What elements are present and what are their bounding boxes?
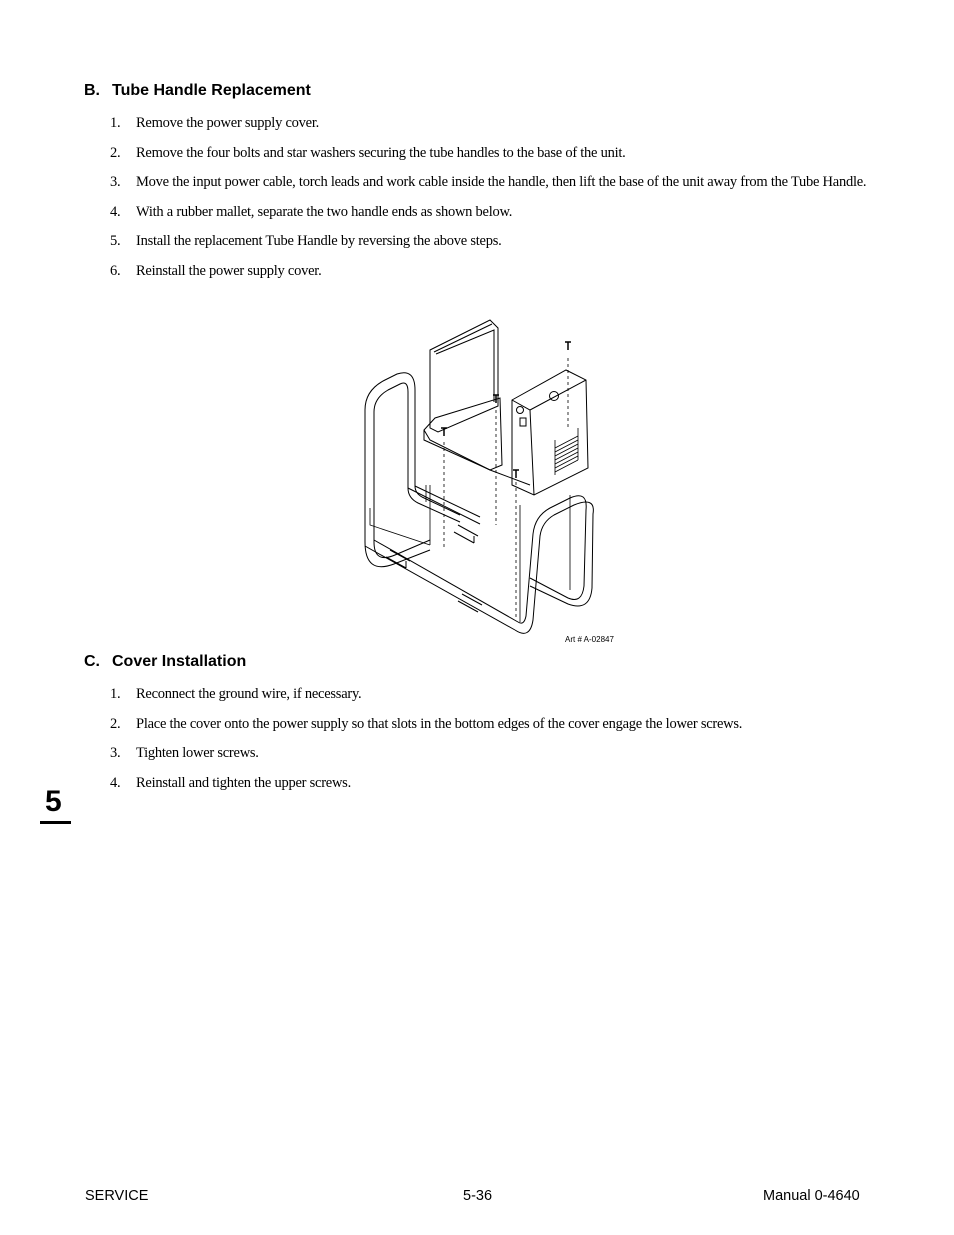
step-text: Reinstall and tighten the upper screws.: [136, 774, 351, 791]
step-text: Reconnect the ground wire, if necessary.: [136, 686, 362, 702]
back-panel: [430, 320, 498, 432]
step-text: With a rubber mallet, separate the two handle ends as shown below.: [136, 203, 513, 220]
chapter-tab-number: 5: [45, 785, 62, 818]
step-text: Tighten lower screws.: [136, 745, 259, 761]
section-c-steps: [110, 685, 880, 803]
step-number: 6.: [110, 262, 121, 279]
step-text: Install the replacement Tube Handle by reversing the above steps.: [136, 233, 502, 249]
step-text: Place the cover onto the power supply so that slots in the bottom edges of the cover engage the lower screws.: [136, 715, 743, 732]
vent-grille: [555, 428, 578, 475]
handle-sleeve: [454, 525, 478, 543]
list-item: [110, 744, 880, 763]
tube-handle-exploded-diagram: [330, 310, 630, 650]
list-item: [110, 144, 880, 163]
list-item: [110, 685, 880, 704]
section-b-label: B.: [84, 82, 100, 99]
front-housing: [512, 370, 588, 495]
list-item: [110, 173, 880, 192]
list-item: [110, 232, 880, 251]
step-text: Move the input power cable, torch leads and work cable inside the handle, then lift the base of the unit away from the Tube Handle.: [136, 174, 867, 190]
step-text: Remove the power supply cover.: [136, 115, 319, 131]
art-number: Art # A-02847: [565, 635, 614, 644]
step-text: Remove the four bolts and star washers securing the tube handles to the base of the unit.: [136, 144, 626, 161]
step-number: 5.: [110, 233, 121, 249]
footer-page-number: 5-36: [463, 1188, 493, 1204]
right-tube-handle: [518, 496, 586, 623]
step-number: 2.: [110, 144, 121, 161]
list-item: [110, 774, 880, 793]
step-text: Reinstall the power supply cover.: [136, 262, 322, 279]
list-item: [110, 203, 880, 222]
list-item: [110, 715, 880, 734]
screw-icon: [565, 342, 571, 350]
step-number: 1.: [110, 686, 121, 702]
left-tube-handle: [374, 383, 460, 558]
section-c-heading: [84, 653, 246, 671]
list-item: [110, 262, 880, 281]
chapter-tab-rule: [40, 821, 71, 824]
section-c-title: Cover Installation: [112, 653, 247, 670]
footer-section-name: SERVICE: [85, 1188, 149, 1204]
list-item: [110, 114, 880, 133]
step-number: 1.: [110, 115, 121, 131]
section-b-steps: [110, 114, 880, 291]
front-knob: [517, 407, 524, 414]
step-number: 3.: [110, 745, 121, 761]
step-number: 3.: [110, 174, 121, 190]
footer-manual-number: Manual 0-4640: [763, 1188, 860, 1204]
section-b-title: Tube Handle Replacement: [112, 82, 311, 99]
step-number: 4.: [110, 774, 121, 791]
step-number: 2.: [110, 715, 121, 732]
step-number: 4.: [110, 203, 121, 220]
section-c-label: C.: [84, 653, 100, 670]
section-b-heading: [84, 82, 311, 100]
